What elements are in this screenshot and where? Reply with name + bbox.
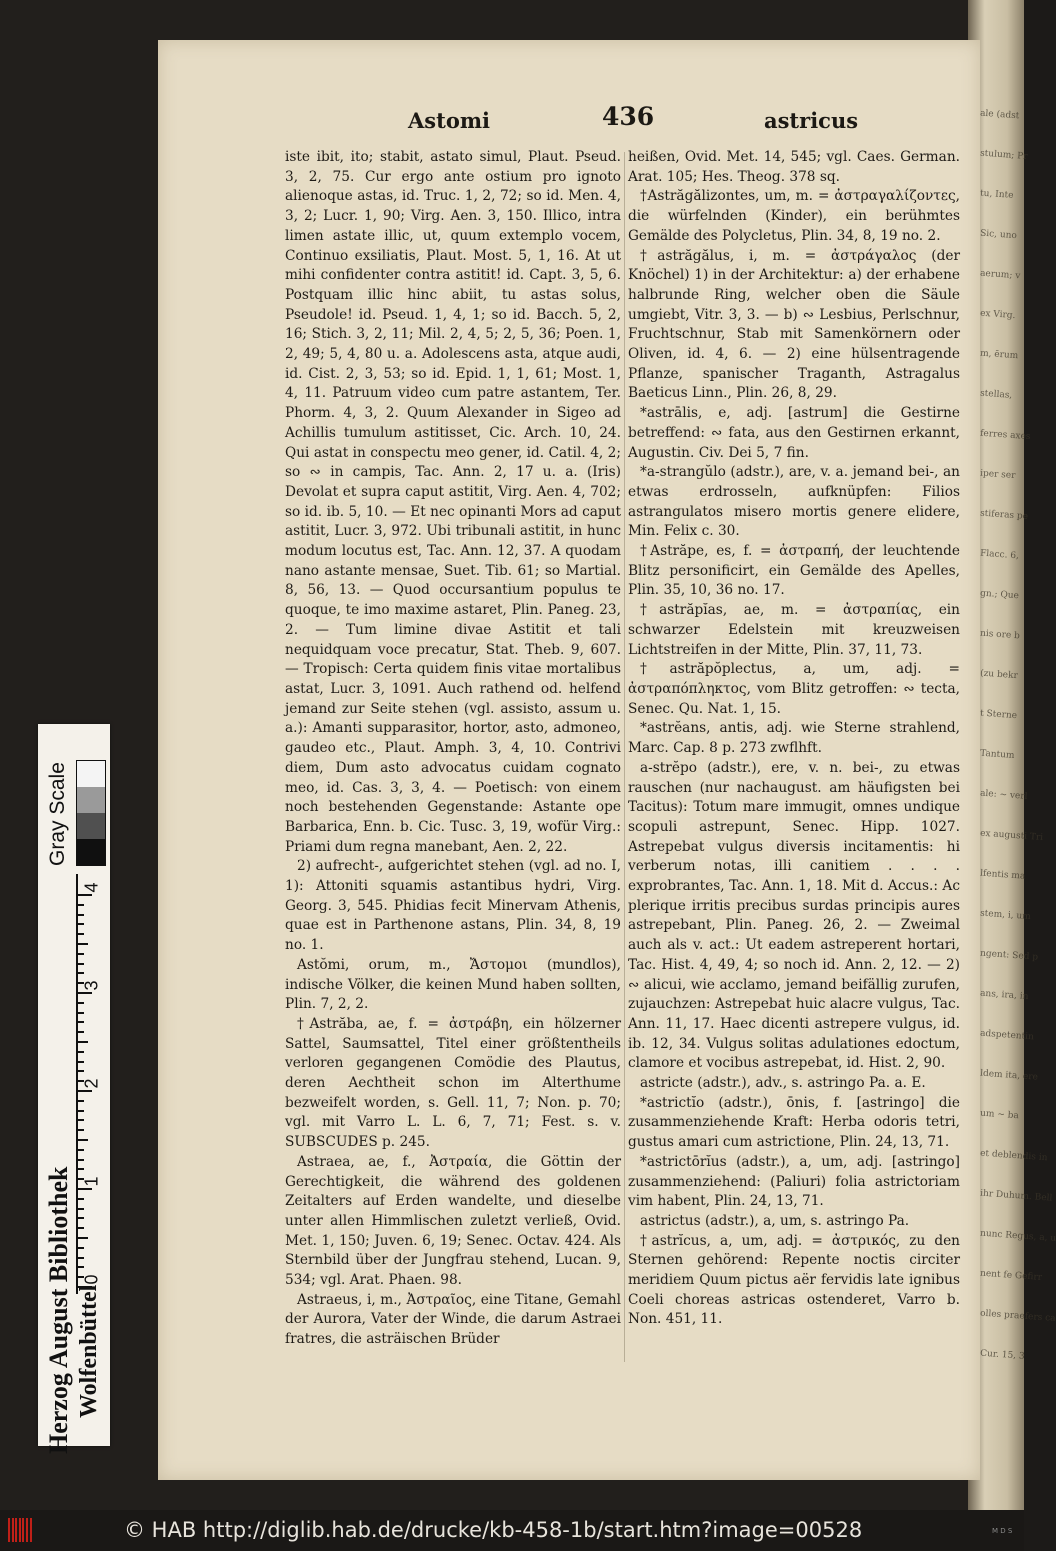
ruler-tick	[78, 914, 84, 916]
ruler-tick	[78, 923, 84, 925]
ruler-tick	[78, 1110, 84, 1112]
dictionary-entry: *astrictĭo (adstr.), ōnis, f. [astringo] die zusammenziehende Kraft: Herba odoris tetri, gustus amari cum astrictione, Plin. 24, 13, 71.	[628, 1094, 960, 1151]
gray-scale-card	[38, 724, 110, 1454]
dictionary-entry: †astrăpŏplectus, a, um, adj. = ἀστραπόπληκτος, vom Blitz getroffen: ∾ tecta, Senec. Qu. Nat. 1, 15.	[628, 661, 960, 717]
right-column	[628, 148, 960, 1398]
ruler-tick	[78, 1031, 84, 1033]
gray-swatch	[77, 787, 105, 813]
dictionary-entry: a-strĕpo (adstr.), ere, v. n. bei-, zu etwas rauschen (nur nachaugust. am häufigsten bei Tacitus): Totum mare immugit, omnes undique scopuli astrepunt, Senec. Hipp. 1027. Astrepebat vulgus diversis incitamentis: hi verberum notas, illi canitiem . . . . exprobrantes, Tac. Ann. 1, 18. Mit d. Accus.: Ac plerique irritis precibus surdas principis aures astrepebant, Plin. Paneg. 26, 2. — Zweimal auch als v. act.: Ut eadem astreperent hortari, Tac. Hist. 4, 49, 4; so noch id. Ann. 2, 12. — 2) ∾ alicui, wie acclamo, jemand beifällig zurufen, zujauchzen: Astrepebat huic alacre vulgus, Tac. Ann. 11, 17. Haec dicenti astrepere vulgus, id. ib. 12, 34. Vulgus solitas adulationes edoctum, clamore et vocibus astrepebat, id. Hist. 2, 90.	[628, 759, 960, 1072]
adjacent-page-fragment: nunc Regus, a, u	[979, 1228, 1056, 1244]
adjacent-page-fragment: stiferas pe	[979, 508, 1029, 522]
ruler-tick	[78, 1198, 84, 1200]
dictionary-entry: Astraeus, i, m., Ἀστραῖος, eine Titane, Gemahl der Aurora, Vater der Winde, die darum Astraei fratres, die asträischen Brüder	[285, 1291, 621, 1348]
adjacent-page-fragment: ale: ∼ verl	[979, 788, 1028, 802]
gray-swatch	[77, 761, 105, 787]
ruler-tick	[78, 1051, 84, 1053]
adjacent-page-fragment: nent fe Gefirr	[979, 1268, 1043, 1283]
running-head	[158, 102, 980, 142]
dictionary-entry: †Astrăpe, es, f. = ἀστραπή, der leuchtende Blitz personificirt, ein Gemälde des Apelles, Plin. 35, 10, 36 no. 17.	[628, 543, 960, 599]
ruler-tick	[78, 1061, 84, 1063]
ruler-tick	[78, 1149, 84, 1151]
adjacent-page-fragment: Sic, uno	[979, 228, 1018, 242]
footer-bar	[0, 1510, 1024, 1551]
ruler-tick	[78, 1139, 88, 1141]
adjacent-page-fragment: ngent: Sed p	[979, 948, 1039, 963]
dictionary-entry: *astrĕans, antis, adj. wie Sterne strahlend, Marc. Cap. 8 p. 273 zwflhft.	[628, 720, 960, 757]
adjacent-page-fragment: tu, Inte	[979, 188, 1014, 201]
adjacent-page-fragment: ex Virg.	[979, 308, 1016, 322]
dictionary-entry: Astŏmi, orum, m., Ἄστομοι (mundlos), indische Völker, die keinen Mund haben sollten, Plin. 7, 2, 2.	[285, 956, 621, 1013]
corner-mark: M D S	[992, 1527, 1013, 1535]
ruler-tick	[78, 933, 84, 935]
ruler-tick	[78, 1227, 84, 1229]
adjacent-page-fragment: aerum; v	[979, 268, 1021, 282]
ruler-tick	[78, 1257, 84, 1259]
institution-line2: Wolfenbüttel	[76, 1284, 102, 1418]
adjacent-page-fragment: Cur. 15, 3	[979, 1348, 1025, 1362]
header-right-word: astricus	[764, 108, 859, 133]
ruler-tick	[78, 1041, 88, 1043]
ruler-tick	[78, 1100, 84, 1102]
ruler-tick	[78, 1129, 84, 1131]
adjacent-page-fragment: nis ore b	[979, 628, 1021, 642]
dictionary-entry: Astraea, ae, f., Ἀστραία, die Göttin der Gerechtigkeit, die während des goldenen Zeitalters auf Erden wandelte, und dieselbe unter allen Himmlischen zuletzt verließ, Ovid. Met. 1, 150; Juven. 6, 19; Senec. Octav. 424. Als Sternbild über der Jungfrau stehend, Lucan. 9, 534; vgl. Arat. Phaen. 98.	[285, 1153, 621, 1289]
ruler-tick	[78, 1002, 84, 1004]
adjacent-page-fragment: adspetentin	[979, 1028, 1035, 1043]
adjacent-page-fragment: stem, i, um	[979, 908, 1032, 923]
ruler-tick	[78, 1208, 84, 1210]
ruler-tick	[78, 943, 88, 945]
ruler-number: 2	[81, 1078, 102, 1089]
ruler-tick	[78, 1021, 84, 1023]
dictionary-entry: astricte (adstr.), adv., s. astringo Pa. a. E.	[640, 1075, 926, 1092]
adjacent-page-fragment: ihr Duhum. Bell	[979, 1188, 1053, 1204]
ruler-tick	[78, 1217, 84, 1219]
dictionary-entry: iste ibit, ito; stabit, astato simul, Plaut. Pseud. 3, 2, 75. Cur ergo ante ostium pro ignoto alienoque astas, id. Truc. 1, 2, 72; so id. Men. 4, 3, 2; Lucr. 1, 90; Virg. Aen. 3, 150. Illico, intra limen astate illic, ut, quum extemplo vocem, Continuo exsiliatis, Plaut. Most. 5, 1, 16. At ut mihi confidenter contra astitit! id. Capt. 3, 5, 6. Postquam illic hinc abiit, tu astas solus, Pseudole! id. Pseud. 1, 4, 1; so id. Bacch. 5, 2, 16; Stich. 3, 2, 11; Mil. 2, 4, 5; 2, 5, 36; Poen. 1, 2, 49; 5, 4, 80 u. a. Adolescens asta, atque audi, id. Cist. 2, 3, 53; so id. Epid. 1, 1, 61; Most. 1, 4, 11. Patruum video cum patre astantem, Ter. Phorm. 4, 3, 2. Quum Alexander in Sigeo ad Achillis tumulum astitisset, Cic. Arch. 10, 24. Qui astat in conspectu meo gener, id. Catil. 4, 2; so ∾ in campis, Tac. Ann. 2, 17 u. a. (Iris) Devolat et supra caput astitit, Virg. Aen. 4, 702; so id. ib. 5, 10. — Et nec opinanti Mors ad caput astitit, Lucr. 3, 972. Ubi tribunali astitit, in hunc modum locutus est, Tac. Ann. 12, 37. A quodam nano astante mensae, Suet. Tib. 61; so Martial. 8, 56, 13. — Quod occursantium populus te quoque, te imo maxime astaret, Plin. Paneg. 23, 2. — Tum limine divae Astitit et tali nequidquam voce precatur, Stat. Theb. 9, 607. — Tropisch: Certa quidem finis vitae mortalibus astat, Lucr. 3, 1091. Auch rathend od. helfend jemand zur Seite stehen (vgl. assisto, assum u. a.): Amanti supparasitor, hortor, asto, admoneo, gaudeo etc., Plaut. Amph. 3, 4, 10. Contrivi diem, Dum asto advocatus cuidam cognato meo, id. Cas. 3, 3, 4. — Poetisch: von einem noch bestehenden Gegenstande: Astante ope Barbarica, Enn. b. Cic. Tusc. 3, 19, wofür Virg.: Priami dum regna manebant, Aen. 2, 22.	[285, 149, 621, 855]
ruler-tick	[78, 963, 84, 965]
dictionary-entry: *a-strangŭlo (adstr.), are, v. a. jemand bei-, an etwas erdrosseln, aufknüpfen: Filios astrangulatos misero mortis genere elidere, Min. Felix c. 30.	[628, 464, 960, 540]
dictionary-entry: heißen, Ovid. Met. 14, 545; vgl. Caes. German. Arat. 105; Hes. Theog. 378 sq.	[628, 149, 960, 185]
dictionary-entry: †astrĭcus, a, um, adj. = ἀστρικός, zu den Sternen gehörend: Repente noctis circiter meridiem Quum pictus aër fervidis late ignibus Coeli choreas astricas ostenderet, Varro b. Non. 451, 11.	[628, 1232, 960, 1328]
gray-scale-label: Gray Scale	[46, 762, 69, 866]
adjacent-page-fragment: iper ser	[979, 468, 1016, 482]
ruler-tick	[78, 953, 84, 955]
column-divider	[624, 152, 625, 1362]
adjacent-page-fragment: Tantum	[979, 748, 1015, 761]
ruler-tick	[78, 1237, 88, 1239]
ruler-tick	[78, 904, 84, 906]
adjacent-page-fragment: stulum; Pr	[979, 148, 1028, 162]
adjacent-page-fragment: gn.; Que	[979, 588, 1020, 602]
dictionary-entry: 2) aufrecht-, aufgerichtet stehen (vgl. ad no. I, 1): Attoniti squamis astantibus hydri, Virg. Georg. 3, 545. Phidias fecit Minervam Athenis, quae est in Parthenone astans, Plin. 34, 8, 19 no. 1.	[285, 858, 621, 954]
ruler-number: 1	[81, 1176, 102, 1187]
adjacent-page-fragment: t Sterne	[979, 708, 1018, 722]
gray-swatch	[77, 813, 105, 839]
ruler-tick	[78, 1012, 84, 1014]
dictionary-entry: †Astrăgălizontes, um, m. = ἀστραγαλίζοντες, die würfelnden (Kinder), ein berühmtes Gemälde des Polycletus, Plin. 34, 8, 19 no. 2.	[628, 188, 960, 244]
adjacent-page-fragment: Flacc. 6,	[979, 548, 1020, 562]
copyright-link[interactable]: © HAB http://diglib.hab.de/drucke/kb-458-1b/start.htm?image=00528	[124, 1518, 863, 1542]
hab-logo-icon	[8, 1518, 34, 1542]
adjacent-page-fragment: stellas,	[979, 388, 1013, 401]
adjacent-page-fragment: um ∼ ba	[979, 1108, 1020, 1122]
adjacent-page-fragment: ex augusti Tri	[979, 828, 1044, 843]
gray-scale-swatches	[76, 760, 106, 866]
adjacent-page-fragment: lfentis ma	[979, 868, 1026, 882]
adjacent-page-fragment: et deblendis in	[979, 1148, 1048, 1164]
ruler-tick	[78, 1159, 84, 1161]
ruler-number: 4	[81, 882, 102, 893]
ruler-tick	[78, 1119, 84, 1121]
left-column	[285, 148, 621, 1398]
dictionary-entry: *astrictōrĭus (adstr.), a, um, adj. [astringo] zusammenziehend: (Paliuri) folia astrictoriam vim habent, Plin. 24, 13, 71.	[628, 1153, 960, 1210]
ruler-number: 3	[81, 980, 102, 991]
book-page	[158, 40, 980, 1480]
ruler-tick	[78, 1247, 84, 1249]
dictionary-entry: †astrăgălus, i, m. = ἀστράγαλος (der Knöchel) 1) in der Architektur: a) der erhabene halbrunde Ring, welcher oben die Säule umgiebt, Vitr. 3, 3. — b) ∾ Lesbius, Perlschnur, Fruchtschnur, Stab mit Samenkörnern oder Oliven, id. 4, 6. — 2) eine hülsentragende Pflanze, spanischer Traganth, Astragalus Baeticus Linn., Plin. 26, 8, 29.	[628, 247, 960, 402]
adjacent-page-fragment: ans, ira, in	[979, 988, 1029, 1002]
adjacent-page-fragment: ferres axes	[979, 428, 1031, 443]
adjacent-page-fragment: ale (adst	[979, 108, 1020, 122]
ruler-number: 0	[81, 1274, 102, 1285]
dictionary-entry: *astrālis, e, adj. [astrum] die Gestirne betreffend: ∾ fata, aus den Gestirnen erkannt, Augustin. Civ. Dei 5, 7 fin.	[628, 405, 960, 461]
adjacent-page-fragment: olles praefers ca	[979, 1308, 1056, 1324]
measurement-ruler	[76, 874, 106, 1294]
adjacent-page-fragment: m, ērum	[979, 348, 1019, 362]
dictionary-entry: astrictus (adstr.), a, um, s. astringo Pa.	[640, 1212, 910, 1229]
dictionary-entry: †Astrăba, ae, f. = ἀστράβη, ein hölzerner Sattel, Saumsattel, Titel einer größtentheils verloren gegangenen Comödie des Plautus, deren Aechtheit schon im Alterthume bezweifelt worden, s. Gell. 11, 7; Non. p. 70; vgl. mit Varro L. L. 6, 7, 71; Fest. s. v. SUBSCUDES p. 245.	[285, 1015, 621, 1151]
adjacent-page-fragment: (zu bekr	[979, 668, 1019, 682]
adjacent-page-fragment: ldem ita, ere	[979, 1068, 1039, 1083]
gray-swatch	[77, 839, 105, 865]
dictionary-entry: †astrăpĭas, ae, m. = ἀστραπίας, ein schwarzer Edelstein mit kreuzweisen Lichtstreifen in der Mitte, Plin. 37, 11, 73.	[628, 602, 960, 658]
page-number: 436	[602, 102, 655, 131]
institution-line1: Herzog August Bibliothek	[44, 1166, 73, 1454]
header-left-word: Astomi	[408, 108, 491, 133]
